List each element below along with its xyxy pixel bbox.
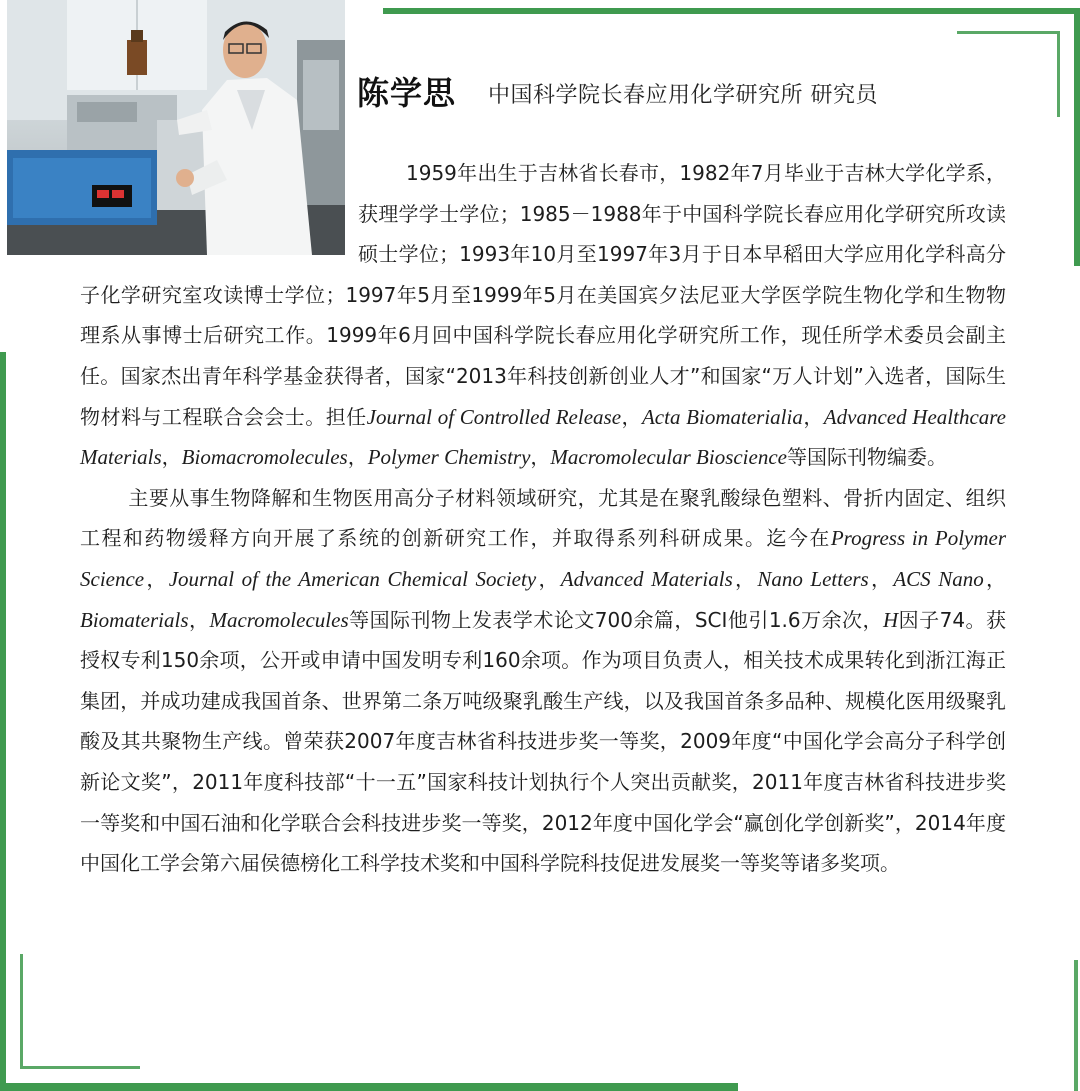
- journal-name: Macromolecules: [209, 607, 349, 632]
- separator: ，: [188, 607, 210, 632]
- journal-name: Progress in Polymer Science: [80, 526, 1007, 591]
- journal-name: Journal of Controlled Release: [366, 404, 622, 429]
- separator: ，: [530, 445, 551, 470]
- frame-right-bar: [1074, 8, 1080, 266]
- journal-name: Polymer Chemistry: [367, 445, 531, 470]
- journal-name: ACS Nano: [893, 566, 984, 591]
- journal-name: Biomacromolecules: [181, 445, 348, 470]
- para2-text-1: 主要从事生物降解和生物医用高分子材料领域研究，尤其是在聚乳酸绿色塑料、骨折内固定、组织工程和药物缓释方向开展了系统的创新研究工作，并取得系列科研成果。迄今在: [80, 485, 1006, 551]
- journal-name: Advanced Materials: [560, 566, 733, 591]
- frame-left-bar: [0, 352, 6, 1091]
- biography-paragraph-1: [80, 153, 1006, 478]
- para1-text-2: 等国际刊物编委。: [786, 445, 947, 470]
- frame-top-bar: [383, 8, 1080, 14]
- frame-right-inner-line: [1057, 31, 1060, 117]
- frame-top-inner-line: [957, 31, 1060, 34]
- separator: ，: [983, 566, 1007, 591]
- photo-text-wrap-spacer: [80, 153, 358, 265]
- separator: ，: [802, 404, 824, 429]
- biography-body: [80, 153, 1006, 884]
- separator: ，: [161, 445, 182, 470]
- journal-name: Nano Letters: [757, 566, 869, 591]
- journal-name: Macromolecular Bioscience: [550, 445, 787, 470]
- separator: ，: [621, 404, 642, 429]
- para1-text-1: 1959年出生于吉林省长春市，1982年7月毕业于吉林大学化学系，获理学学士学位；1985－1988年于中国科学院长春应用化学研究所攻读硕士学位；1993年10月至1997年3月于日本早稻田大学应用化学科高分子化学研究室攻读博士学位；1997年5月至1999年5月在美国宾夕法尼亚大学医学院生物化学和生物物理系从事博士后研究工作。1999年6月回中国科学院长春应用化学研究所工作，现任所学术委员会副主任。国家杰出青年科学基金获得者，国家“2013年科技创新创业人才”和国家“万人计划”入选者，国际生物材料与工程联合会会士。担任: [80, 161, 1006, 429]
- frame-bottom-inner-line: [20, 1066, 140, 1069]
- separator: ，: [732, 566, 758, 591]
- para2-text-2: 等国际刊物上发表学术论文700余篇，SCI他引1.6万余次，: [348, 607, 884, 632]
- para2-text-3: 因子74。获授权专利150余项，公开或申请中国发明专利160余项。作为项目负责人，相关技术成果转化到浙江海正集团，并成功建成我国首条、世界第二条万吨级聚乳酸生产线，以及我国首条多品种、规模化医用级聚乳酸及其共聚物生产线。曾荣获2007年度吉林省科技进步奖一等奖，2009年度“中国化学会高分子科学创新论文奖”，2011年度科技部“十一五”国家科技计划执行个人突出贡献奖，2011年度吉林省科技进步奖一等奖和中国石油和化学联合会科技进步奖一等奖，2012年度中国化学会“赢创化学创新奖”，2014年度中国化工学会第六届侯德榜化工科学技术奖和中国科学院科技促进发展奖一等奖等诸多奖项。: [80, 607, 1007, 876]
- separator: ，: [347, 445, 368, 470]
- h-index-symbol: H: [883, 607, 899, 632]
- person-name: 陈学思: [357, 74, 457, 112]
- separator: ，: [536, 566, 561, 591]
- biography-paragraph-2: [80, 478, 1006, 884]
- separator: ，: [868, 566, 894, 591]
- frame-bottom-bar: [0, 1083, 738, 1091]
- journal-name: Advanced Healthcare Materials: [80, 404, 1007, 470]
- affiliation-title: 中国科学院长春应用化学研究所 研究员: [488, 83, 878, 108]
- separator: ，: [144, 566, 169, 591]
- frame-left-inner-line: [20, 954, 23, 1069]
- journal-name: Biomaterials: [80, 607, 189, 632]
- journal-name: Journal of the American Chemical Society: [168, 566, 537, 591]
- journal-name: Acta Biomaterialia: [641, 404, 803, 429]
- frame-right-lower-line: [1074, 960, 1078, 1091]
